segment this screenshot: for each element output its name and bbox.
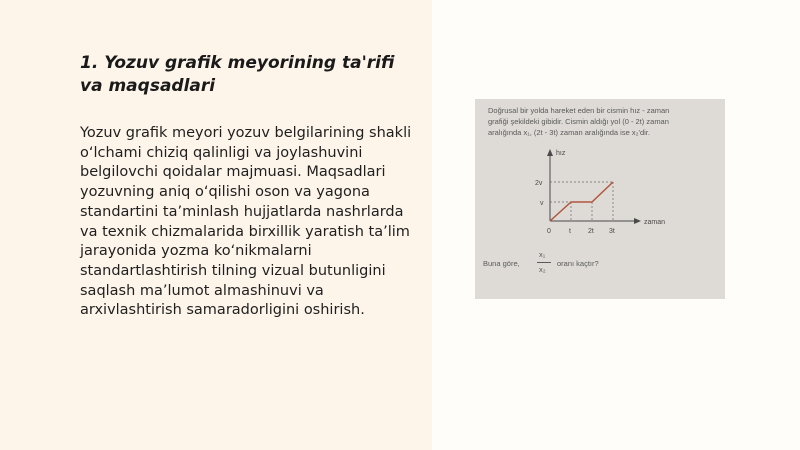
slide-title: 1. Yozuv grafik meyorining ta'rifi va maqsadlari (80, 53, 395, 96)
x-axis-label: zaman (644, 219, 666, 226)
y-tick-2v: 2v (535, 180, 543, 187)
question-suffix: oranı kaçtır? (557, 259, 599, 268)
velocity-time-graph (475, 99, 725, 299)
y-axis-label: hız (556, 150, 566, 157)
velocity-line (550, 182, 613, 221)
x-tick-2t: 2t (588, 228, 594, 235)
x-tick-3t: 3t (609, 228, 615, 235)
question-prefix: Buna göre, (483, 259, 520, 268)
problem-line-3: aralığında x₁, (2t - 3t) zaman aralığında ise x₂'dir. (488, 128, 650, 137)
x-axis-arrow (634, 218, 641, 224)
y-tick-v: v (540, 200, 544, 207)
x-tick-t: t (569, 228, 571, 235)
fraction-denominator: x₂ (539, 265, 546, 274)
fraction-bar (537, 262, 551, 263)
problem-line-1: Doğrusal bir yolda hareket eden bir cismin hız - zaman (488, 106, 670, 115)
fraction-numerator: x₁ (539, 250, 546, 259)
x-tick-0: 0 (547, 228, 551, 235)
problem-line-2: grafiği şekildeki gibidir. Cismin aldığı yol (0 - 2t) zaman (488, 117, 669, 126)
physics-problem-photo (475, 99, 725, 299)
slide-body-text: Yozuv grafik meyori yozuv belgilarining shakli o‘lchami chiziq qalinligi va joylashuvini belgilovchi qoidalar majmuasi. Maqsadlari yozuvning aniq o‘qilishi oson va yagona standartini ta’minlash hujjatlarda nashrlarda va texnik chizmalarida birxillik yaratish ta’lim jarayonida yozma ko‘nikmalarni standartlashtirish tilning vizual butunligini saqlash ma’lumot almashinuvi va arxivlashtirish samaradorligini oshirish. (80, 125, 412, 319)
y-axis-arrow (547, 149, 553, 156)
